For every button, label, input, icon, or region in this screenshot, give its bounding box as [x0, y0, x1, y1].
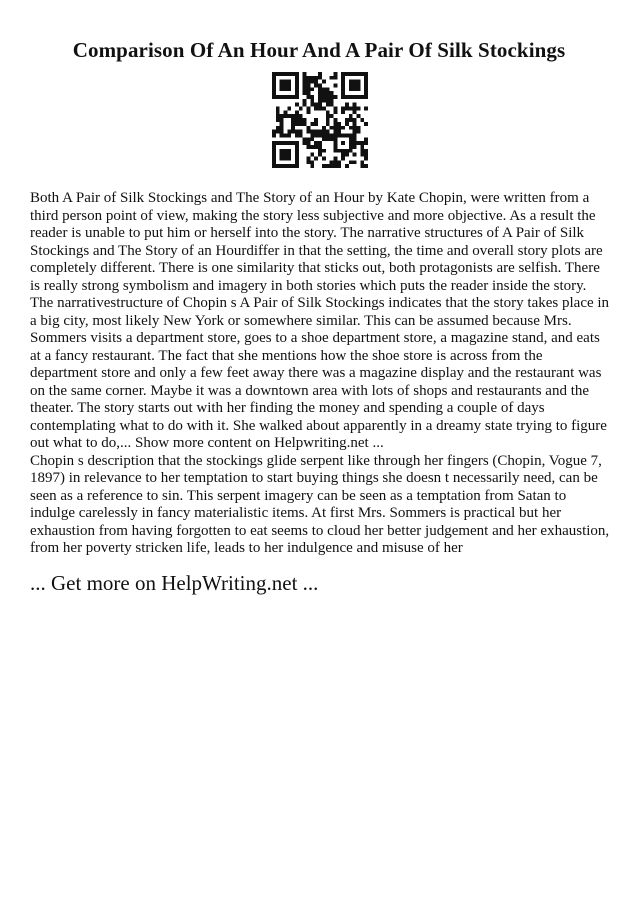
- paragraph: Chopin s description that the stockings glide serpent like through her fingers (Chopin, Vogue 7, 1897) in relevance to her temptation to start buying things she doesn t necessarily need, can be seen as a reference to sin. This serpent imagery can be seen as a temptation from Satan to indulge carelessly in fancy materialistic items. At first Mrs. Sommers is practical but her exhaustion from having forgotten to eat seems to cloud her better judgement and her exhaustion, from her poverty stricken life, leads to her indulgence and misuse of her: [30, 452, 610, 556]
- body-text: [30, 190, 612, 558]
- paragraph: Both A Pair of Silk Stockings and The Story of an Hour by Kate Chopin, were written from a third person point of view, making the story less subjective and more objective. As a result the reader is unable to put him or herself into the story. The narrative structures of A Pair of Silk Stockings and The Story of an Hourdiffer in that the setting, the time and overall story plots are completely different. There is one similarity that sticks out, both protagonists are selfish. There is really strong symbolism and imagery in both stories which puts the reader inside the story. The narrativestructure of Chopin s A Pair of Silk Stockings indicates that the story takes place in a big city, most likely New York or somewhere similar. This can be assumed because Mrs. Sommers visits a department store, goes to a shoe department store, a magazine stand, and eats at a fancy restaurant. The fact that she mentions how the shoe store is across from the department store and only a few feet away there was a magazine display and the restaurant was on the same corner. Maybe it was a downtown area with lots of shops and restaurants and the theater. The story starts out with her finding the money and spending a couple of days contemplating what to do with it. She walked about apparently in a dreamy state trying to figure out what to do,... Show more content on Helpwriting.net ...: [30, 190, 610, 451]
- document-title: Comparison Of An Hour And A Pair Of Silk Stockings: [72, 38, 566, 62]
- qr-code-icon: [272, 72, 368, 168]
- get-more-link[interactable]: ... Get more on HelpWriting.net ...: [30, 571, 319, 595]
